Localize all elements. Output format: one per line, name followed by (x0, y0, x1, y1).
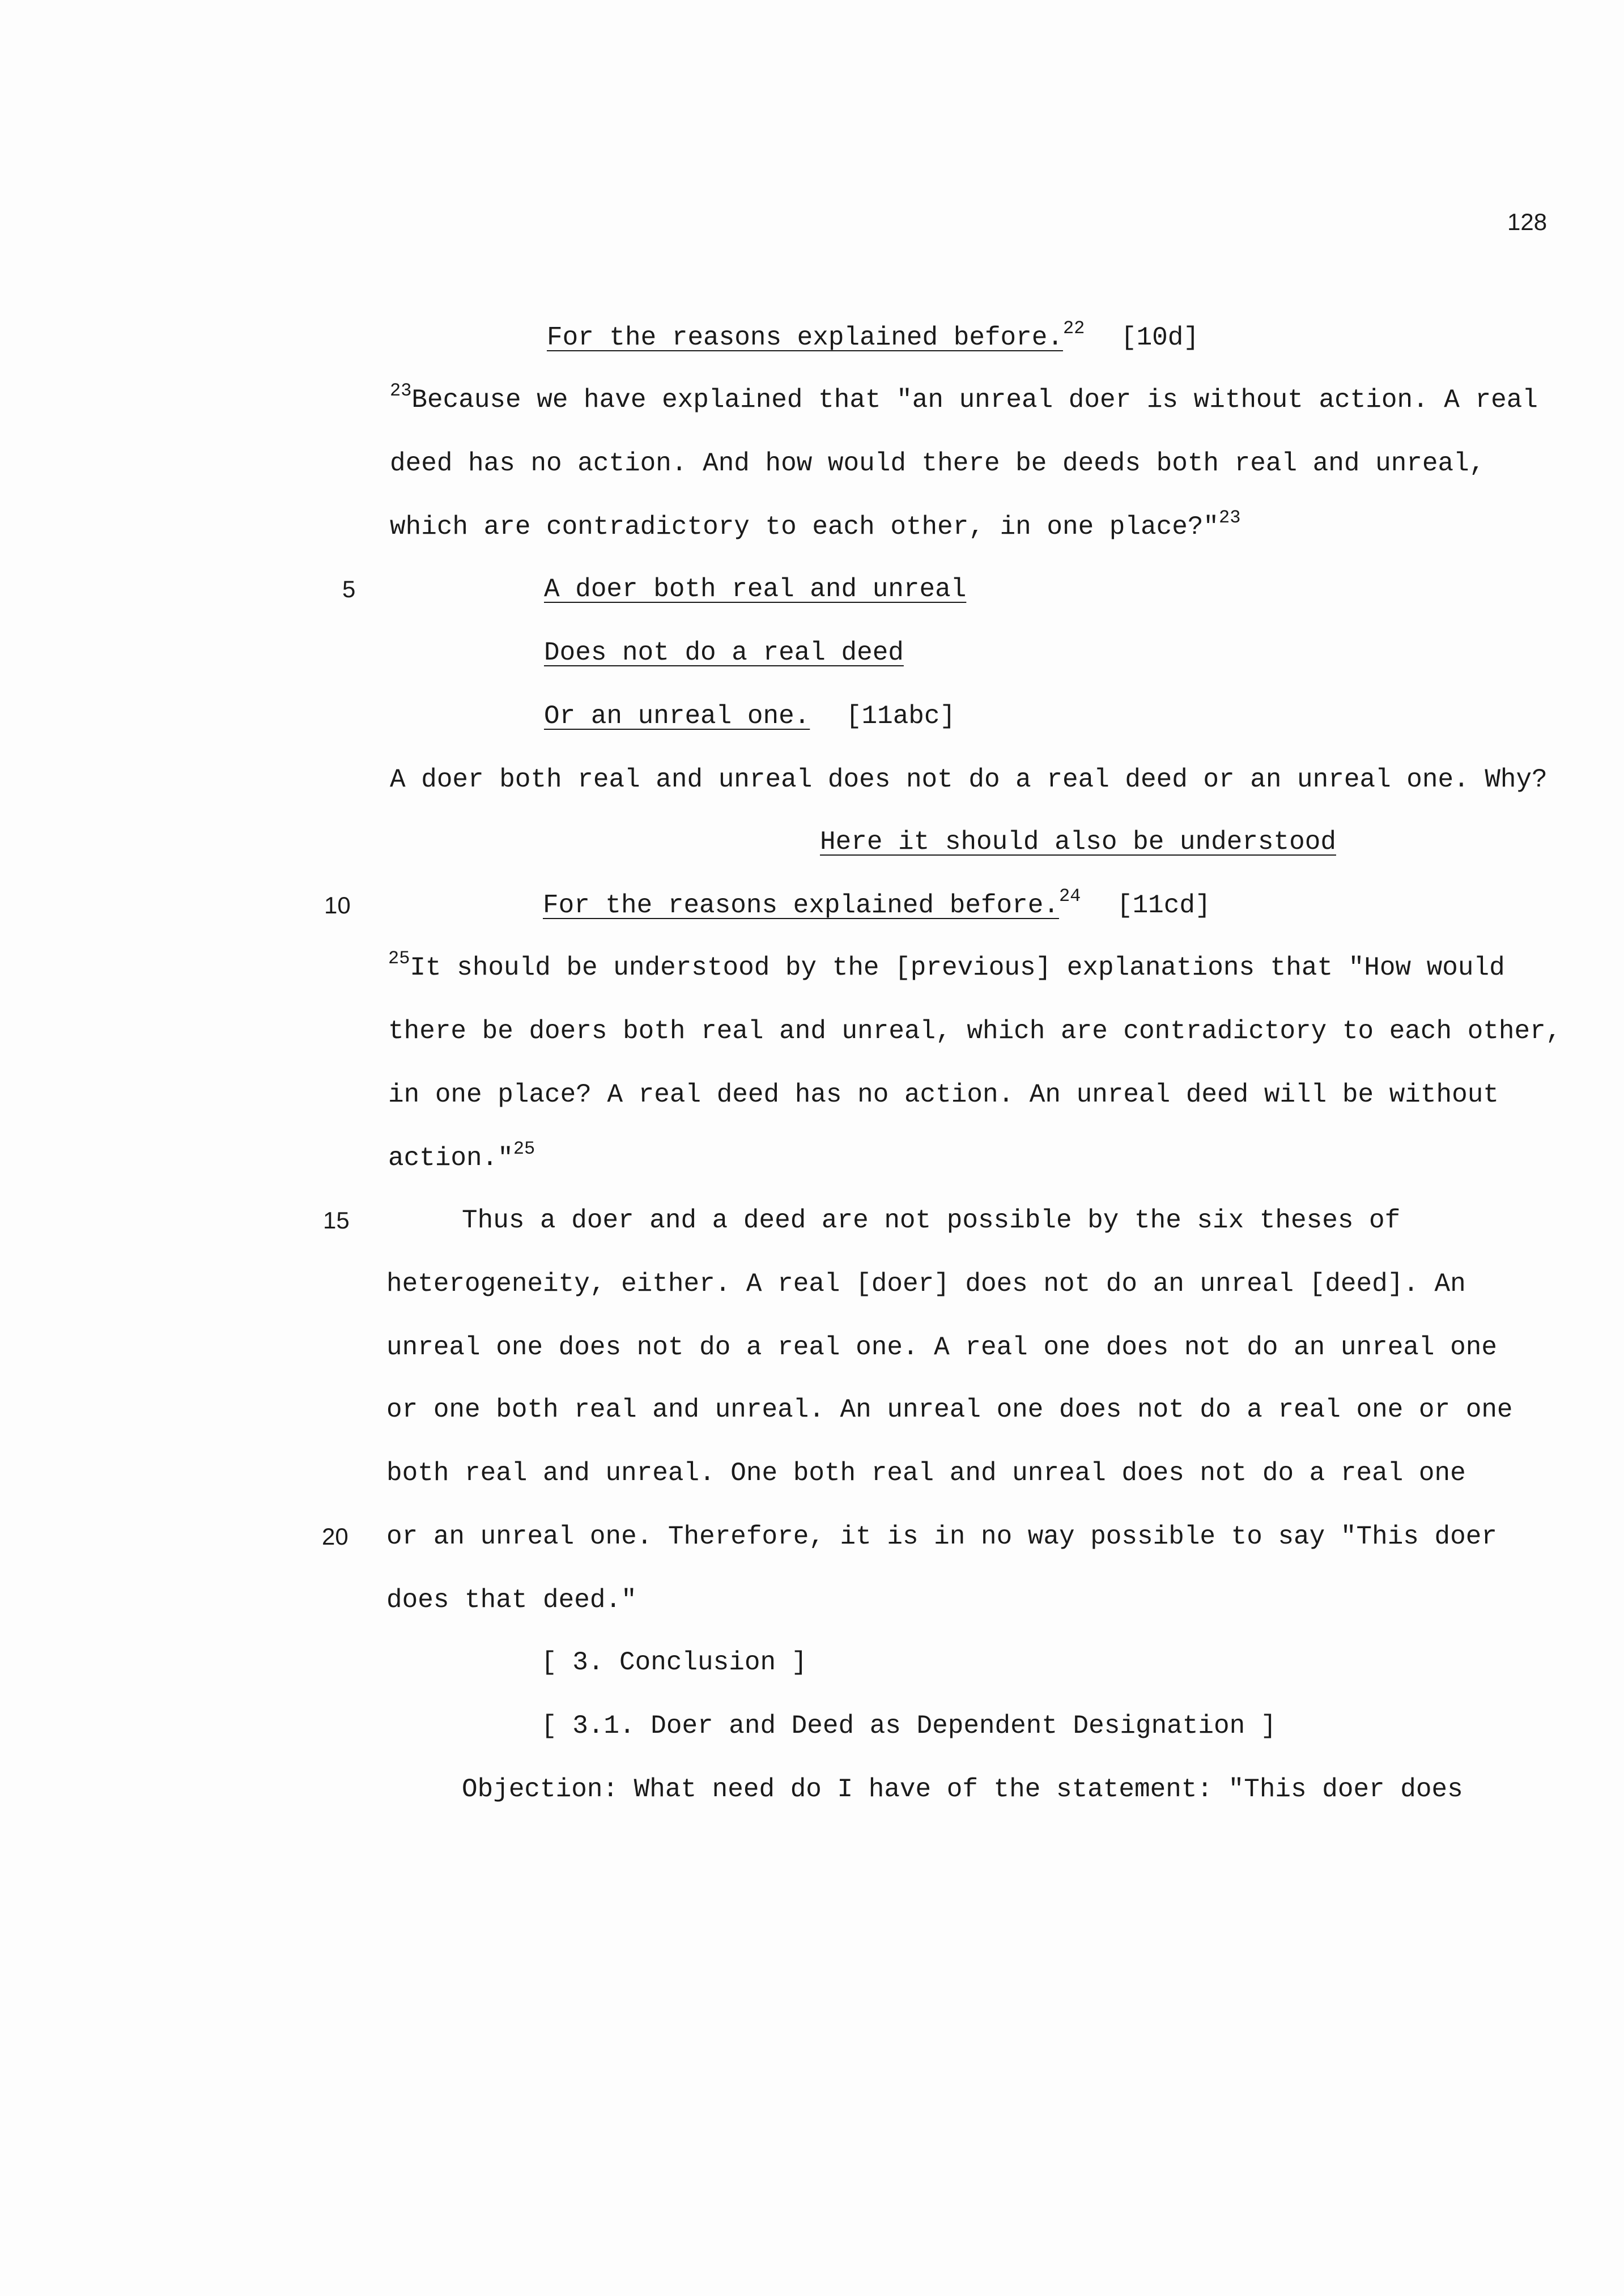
text-line: Thus a doer and a deed are not possible by the six theses of (462, 1206, 1401, 1235)
section-heading: [ 3. Conclusion ] (541, 1648, 807, 1677)
verse-line (543, 886, 1211, 921)
verse-line: A doer both real and unreal (544, 575, 967, 604)
text-line: unreal one does not do a real one. A real one does not do an unreal one (386, 1333, 1497, 1362)
verse-line: Here it should also be understood (820, 827, 1336, 857)
text-line (388, 1138, 535, 1174)
verse-text: Or an unreal one. (544, 701, 810, 731)
line-number: 15 (323, 1207, 350, 1234)
text-line: or one both real and unreal. An unreal one does not do a real one or one (386, 1395, 1513, 1425)
verse-line (544, 700, 955, 732)
text-line: or an unreal one. Therefore, it is in no way possible to say "This doer (386, 1522, 1497, 1551)
footnote-marker: 25 (513, 1138, 535, 1159)
text-line (390, 380, 1538, 416)
subsection-heading: [ 3.1. Doer and Deed as Dependent Designation ] (541, 1711, 1277, 1741)
line-text: action." (388, 1143, 513, 1173)
page-number: 128 (1507, 209, 1548, 235)
verse-text: For the reasons explained before. (543, 891, 1059, 920)
text-line: there be doers both real and unreal, which are contradictory to each other, (388, 1017, 1562, 1046)
text-line (388, 948, 1505, 984)
verse-reference: [11cd] (1116, 891, 1211, 920)
verse-line: Does not do a real deed (544, 638, 904, 667)
line-number: 20 (322, 1523, 348, 1550)
verse-line (547, 318, 1199, 354)
verse-reference: [10d] (1120, 323, 1199, 352)
line-number: 5 (342, 576, 356, 602)
text-line: Objection: What need do I have of the statement: "This doer does (462, 1775, 1463, 1804)
text-line: both real and unreal. One both real and unreal does not do a real one (386, 1459, 1466, 1488)
text-line: A doer both real and unreal does not do a real deed or an unreal one. Why? (390, 765, 1548, 794)
footnote-marker: 25 (388, 948, 410, 969)
footnote-marker: 23 (1219, 507, 1241, 528)
text-line: does that deed." (386, 1585, 637, 1615)
line-number: 10 (324, 892, 351, 919)
line-text: Because we have explained that "an unreal doer is without action. A real (411, 385, 1538, 415)
footnote-marker: 23 (390, 380, 412, 401)
text-line: in one place? A real deed has no action. An unreal deed will be without (388, 1080, 1499, 1109)
text-line (390, 507, 1241, 543)
verse-reference: [11abc] (845, 701, 956, 731)
footnote-marker: 22 (1062, 318, 1085, 339)
text-line: deed has no action. And how would there be deeds both real and unreal, (390, 449, 1485, 478)
text-line: heterogeneity, either. A real [doer] does not do an unreal [deed]. An (386, 1269, 1466, 1299)
line-text: which are contradictory to each other, in one place?" (390, 512, 1219, 542)
line-text: It should be understood by the [previous] explanations that "How would (410, 953, 1505, 983)
footnote-marker: 24 (1058, 886, 1081, 907)
verse-text: For the reasons explained before. (547, 323, 1063, 352)
